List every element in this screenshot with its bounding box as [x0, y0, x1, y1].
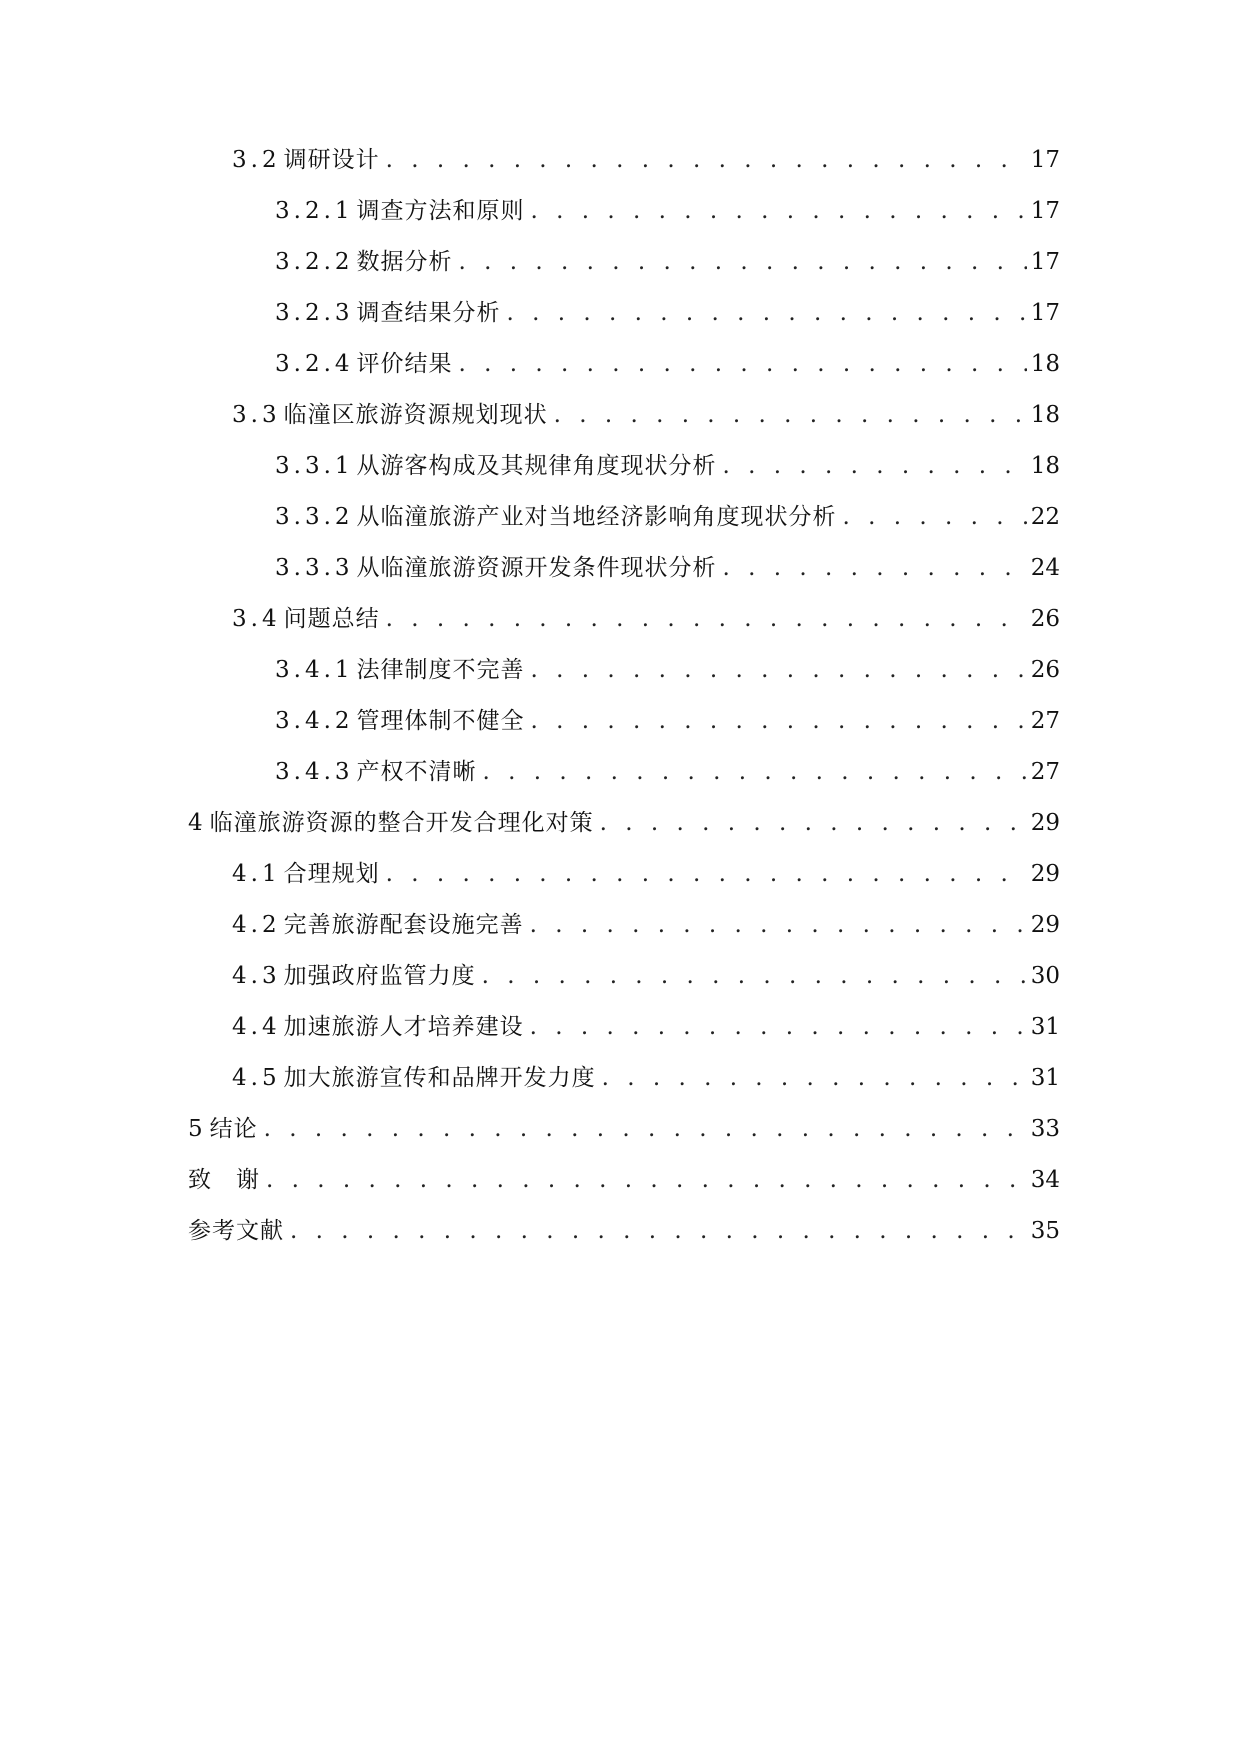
toc-entry-title: 加强政府监管力度 [283, 963, 476, 989]
toc-entry-3-4-2[interactable] [275, 701, 1060, 741]
toc-dot-leader [386, 140, 1027, 180]
toc-entry-page: 17 [1030, 300, 1060, 326]
toc-entry-page: 26 [1030, 657, 1060, 683]
toc-dot-leader [602, 1058, 1027, 1098]
toc-entry-number: 3.2.1 [275, 198, 354, 224]
toc-entry-page: 31 [1030, 1065, 1060, 1091]
toc-entry-title: 问题总结 [283, 606, 380, 632]
toc-entry-title: 调查方法和原则 [356, 198, 525, 224]
toc-entry-page: 22 [1030, 504, 1060, 530]
toc-entry-number: 4.2 [232, 912, 281, 938]
toc-entry-page: 18 [1030, 453, 1060, 479]
toc-dot-leader [264, 1109, 1027, 1149]
toc-entry-3-3-2[interactable] [275, 497, 1060, 537]
toc-entry-title: 产权不清晰 [356, 759, 477, 785]
toc-dot-leader [723, 548, 1027, 588]
toc-entry-3-3-3[interactable] [275, 548, 1060, 588]
toc-entry-title: 加速旅游人才培养建设 [283, 1014, 524, 1040]
toc-entry-title: 加大旅游宣传和品牌开发力度 [283, 1065, 596, 1091]
toc-entry-title: 从临潼旅游产业对当地经济影响角度现状分析 [356, 504, 837, 530]
toc-dot-leader [266, 1160, 1027, 1200]
toc-entry-page: 33 [1030, 1116, 1060, 1142]
toc-entry-4-4[interactable] [232, 1007, 1060, 1047]
toc-entry-page: 17 [1030, 147, 1060, 173]
toc-entry-page: 26 [1030, 606, 1060, 632]
toc-entry-number: 4.5 [232, 1065, 281, 1091]
toc-entry-title: 参考文献 [188, 1218, 284, 1244]
toc-entry-number: 3.4.1 [275, 657, 354, 683]
toc-entry-title: 从游客构成及其规律角度现状分析 [356, 453, 717, 479]
toc-entry-number: 5 [188, 1116, 207, 1142]
toc-dot-leader [507, 293, 1027, 333]
toc-entry-3-2-1[interactable] [275, 191, 1060, 231]
toc-dot-leader [723, 446, 1027, 486]
toc-entry-page: 34 [1030, 1167, 1060, 1193]
toc-entry-title: 从临潼旅游资源开发条件现状分析 [356, 555, 717, 581]
toc-entry-title: 评价结果 [356, 351, 453, 377]
toc-entry-page: 27 [1030, 759, 1060, 785]
toc-dot-leader [386, 599, 1027, 639]
toc-entry-number: 4.1 [232, 861, 281, 887]
toc-entry-3-4-1[interactable] [275, 650, 1060, 690]
toc-dot-leader [600, 803, 1027, 843]
toc-entry-title: 致 谢 [188, 1167, 260, 1193]
toc-dot-leader [531, 191, 1027, 231]
toc-entry-3-4-3[interactable] [275, 752, 1060, 792]
toc-dot-leader [554, 395, 1027, 435]
toc-entry-3-3[interactable] [232, 395, 1060, 435]
toc-entry-page: 29 [1030, 912, 1060, 938]
toc-entry-3-2[interactable] [232, 140, 1060, 180]
toc-entry-number: 3.3.3 [275, 555, 354, 581]
toc-entry-chapter-5[interactable] [188, 1109, 1060, 1149]
toc-entry-title: 临潼旅游资源的整合开发合理化对策 [209, 810, 594, 836]
toc-entry-number: 3.4.3 [275, 759, 354, 785]
toc-entry-number: 3.2.2 [275, 249, 354, 275]
toc-entry-page: 17 [1030, 198, 1060, 224]
toc-entry-number: 3.2.4 [275, 351, 354, 377]
toc-entry-references[interactable] [188, 1211, 1060, 1251]
toc-entry-number: 3.3.2 [275, 504, 354, 530]
toc-entry-title: 调研设计 [283, 147, 380, 173]
toc-entry-title: 合理规划 [283, 861, 380, 887]
toc-entry-page: 29 [1030, 810, 1060, 836]
toc-entry-title: 临潼区旅游资源规划现状 [283, 402, 548, 428]
toc-dot-leader [530, 1007, 1027, 1047]
toc-entry-number: 3.2.3 [275, 300, 354, 326]
toc-entry-3-2-4[interactable] [275, 344, 1060, 384]
toc-entry-title: 调查结果分析 [356, 300, 501, 326]
toc-entry-title: 管理体制不健全 [356, 708, 525, 734]
toc-entry-4-3[interactable] [232, 956, 1060, 996]
toc-dot-leader [386, 854, 1027, 894]
toc-entry-3-4[interactable] [232, 599, 1060, 639]
toc-dot-leader [483, 752, 1027, 792]
toc-entry-4-5[interactable] [232, 1058, 1060, 1098]
toc-entry-4-1[interactable] [232, 854, 1060, 894]
toc-entry-number: 3.4.2 [275, 708, 354, 734]
toc-entry-title: 完善旅游配套设施完善 [283, 912, 524, 938]
toc-entry-page: 35 [1030, 1218, 1060, 1244]
toc-entry-number: 4 [188, 810, 207, 836]
toc-entry-page: 31 [1030, 1014, 1060, 1040]
toc-entry-title: 数据分析 [356, 249, 453, 275]
toc-entry-acknowledgements[interactable] [188, 1160, 1060, 1200]
toc-entry-number: 4.3 [232, 963, 281, 989]
toc-dot-leader [530, 905, 1027, 945]
toc-entry-number: 3.3.1 [275, 453, 354, 479]
toc-entry-page: 27 [1030, 708, 1060, 734]
toc-entry-page: 24 [1030, 555, 1060, 581]
toc-entry-number: 4.4 [232, 1014, 281, 1040]
toc-entry-title: 结论 [209, 1116, 258, 1142]
toc-dot-leader [482, 956, 1027, 996]
toc-dot-leader [459, 344, 1027, 384]
toc-dot-leader [843, 497, 1027, 537]
toc-entry-3-3-1[interactable] [275, 446, 1060, 486]
toc-entry-page: 29 [1030, 861, 1060, 887]
toc-entry-3-2-2[interactable] [275, 242, 1060, 282]
toc-entry-page: 30 [1030, 963, 1060, 989]
toc-entry-number: 3.3 [232, 402, 281, 428]
toc-entry-page: 18 [1030, 351, 1060, 377]
toc-entry-page: 17 [1030, 249, 1060, 275]
toc-dot-leader [290, 1211, 1027, 1251]
toc-entry-title: 法律制度不完善 [356, 657, 525, 683]
toc-dot-leader [459, 242, 1027, 282]
toc-entry-3-2-3[interactable] [275, 293, 1060, 333]
toc-entry-number: 3.4 [232, 606, 281, 632]
toc-entry-number: 3.2 [232, 147, 281, 173]
toc-entry-page: 18 [1030, 402, 1060, 428]
toc-dot-leader [531, 650, 1027, 690]
toc-dot-leader [531, 701, 1027, 741]
toc-entry-chapter-4[interactable] [188, 803, 1060, 843]
toc-entry-4-2[interactable] [232, 905, 1060, 945]
